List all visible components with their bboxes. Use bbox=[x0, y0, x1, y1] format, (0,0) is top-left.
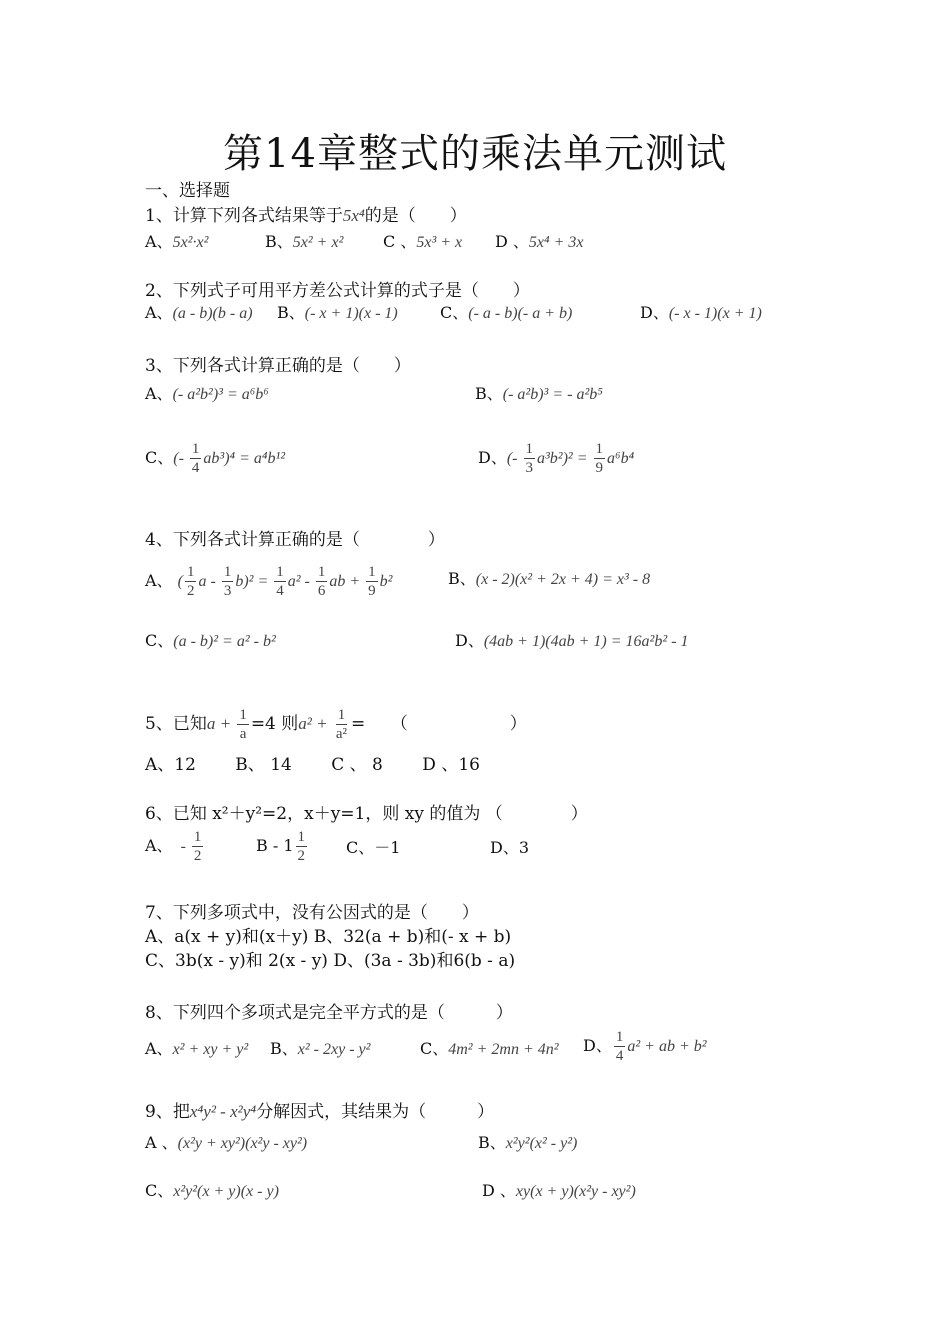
q3-option-b: B、(- a²b)³ = - a²b⁵ bbox=[475, 384, 603, 403]
question-2: 2、下列式子可用平方差公式计算的式子是（ ） bbox=[145, 281, 530, 301]
q4-option-a: A、 ( $\frac{1}{2}$ a - $\frac{1}{3}$ b)² = $\frac{1}{4}$ a² - $\frac{1}{6}$ ab + $\frac{1}{9}$ b² bbox=[145, 564, 393, 599]
fraction: $\frac{1}{4}$ bbox=[191, 441, 200, 476]
q9-option-d: D 、xy(x + y)(x²y - xy²) bbox=[482, 1181, 636, 1200]
q3-option-d: D、(- $\frac{1}{3}$ a³b²)² = $\frac{1}{9}$ a⁶b⁴ bbox=[478, 441, 635, 476]
q1-option-b: B、5x² + x² bbox=[265, 232, 344, 251]
q8-option-b: B、x² - 2xy - y² bbox=[270, 1039, 371, 1058]
section-heading: 一、选择题 bbox=[145, 181, 230, 201]
q6-option-c: C、－1 bbox=[346, 838, 401, 857]
question-7: 7、下列多项式中，没有公因式的是（ ） bbox=[145, 903, 479, 923]
question-1: 1、计算下列各式结果等于5x⁴的是（ ） bbox=[145, 206, 467, 226]
question-9: 9、把x⁴y² - x²y⁴分解因式，其结果为（ ） bbox=[145, 1102, 495, 1122]
q4-option-c: C、(a - b)² = a² - b² bbox=[145, 631, 276, 650]
q8-option-a: A、x² + xy + y² bbox=[145, 1039, 249, 1058]
q1-option-d: D 、5x⁴ + 3x bbox=[495, 232, 584, 251]
q2-option-b: B、(- x + 1)(x - 1) bbox=[277, 303, 398, 322]
q7-options-row-1: A、a(x + y)和(x＋y) B、32(a + b)和(- x + b) bbox=[145, 927, 512, 947]
q8-option-c: C、4m² + 2mn + 4n² bbox=[420, 1039, 559, 1058]
q8-option-d: D、 $\frac{1}{4}$ a² + ab + b² bbox=[583, 1029, 707, 1064]
q6-option-d: D、3 bbox=[490, 838, 530, 857]
q2-option-c: C、(- a - b)(- a + b) bbox=[440, 303, 573, 322]
q6-option-a: A、 - $\frac{1}{2}$ bbox=[145, 829, 202, 864]
q9-option-b: B、x²y²(x² - y²) bbox=[478, 1133, 578, 1152]
q3-option-a: A、(- a²b²)³ = a⁶b⁶ bbox=[145, 384, 269, 403]
question-6: 6、已知 x²＋y²=2，x＋y=1，则 xy 的值为 （ ） bbox=[145, 804, 588, 824]
q9-option-a: A 、(x²y + xy²)(x²y - xy²) bbox=[145, 1133, 308, 1152]
page-title: 第14章整式的乘法单元测试 bbox=[223, 131, 727, 177]
question-4: 4、下列各式计算正确的是（ ） bbox=[145, 530, 445, 550]
question-3: 3、下列各式计算正确的是（ ） bbox=[145, 356, 411, 376]
q9-option-c: C、x²y²(x + y)(x - y) bbox=[145, 1181, 279, 1200]
q4-option-d: D、(4ab + 1)(4ab + 1) = 16a²b² - 1 bbox=[455, 631, 689, 650]
question-8: 8、下列四个多项式是完全平方式的是（ ） bbox=[145, 1003, 513, 1023]
q6-option-b: B - 1 $\frac{1}{2}$ bbox=[256, 829, 306, 864]
question-5: 5、已知a + $\frac{1}{a}$ =4 则a² + $\frac{1}{\text{a²}}$ = （ ） bbox=[145, 707, 527, 742]
q3-option-c: C、(- $\frac{1}{4}$ ab³)⁴ = a⁴b¹² bbox=[145, 441, 286, 476]
q1-option-c: C 、5x³ + x bbox=[383, 232, 463, 251]
q4-option-b: B、(x - 2)(x² + 2x + 4) = x³ - 8 bbox=[448, 569, 651, 588]
q7-options-row-2: C、3b(x - y)和 2(x - y) D、(3a - 3b)和6(b - a) bbox=[145, 951, 516, 971]
q2-option-d: D、(- x - 1)(x + 1) bbox=[640, 303, 762, 322]
q1-option-a: A、5x²·x² bbox=[145, 232, 209, 251]
q5-options: A、12 B、 14 C 、 8 D 、16 bbox=[145, 755, 480, 775]
q2-option-a: A、(a - b)(b - a) bbox=[145, 303, 253, 322]
